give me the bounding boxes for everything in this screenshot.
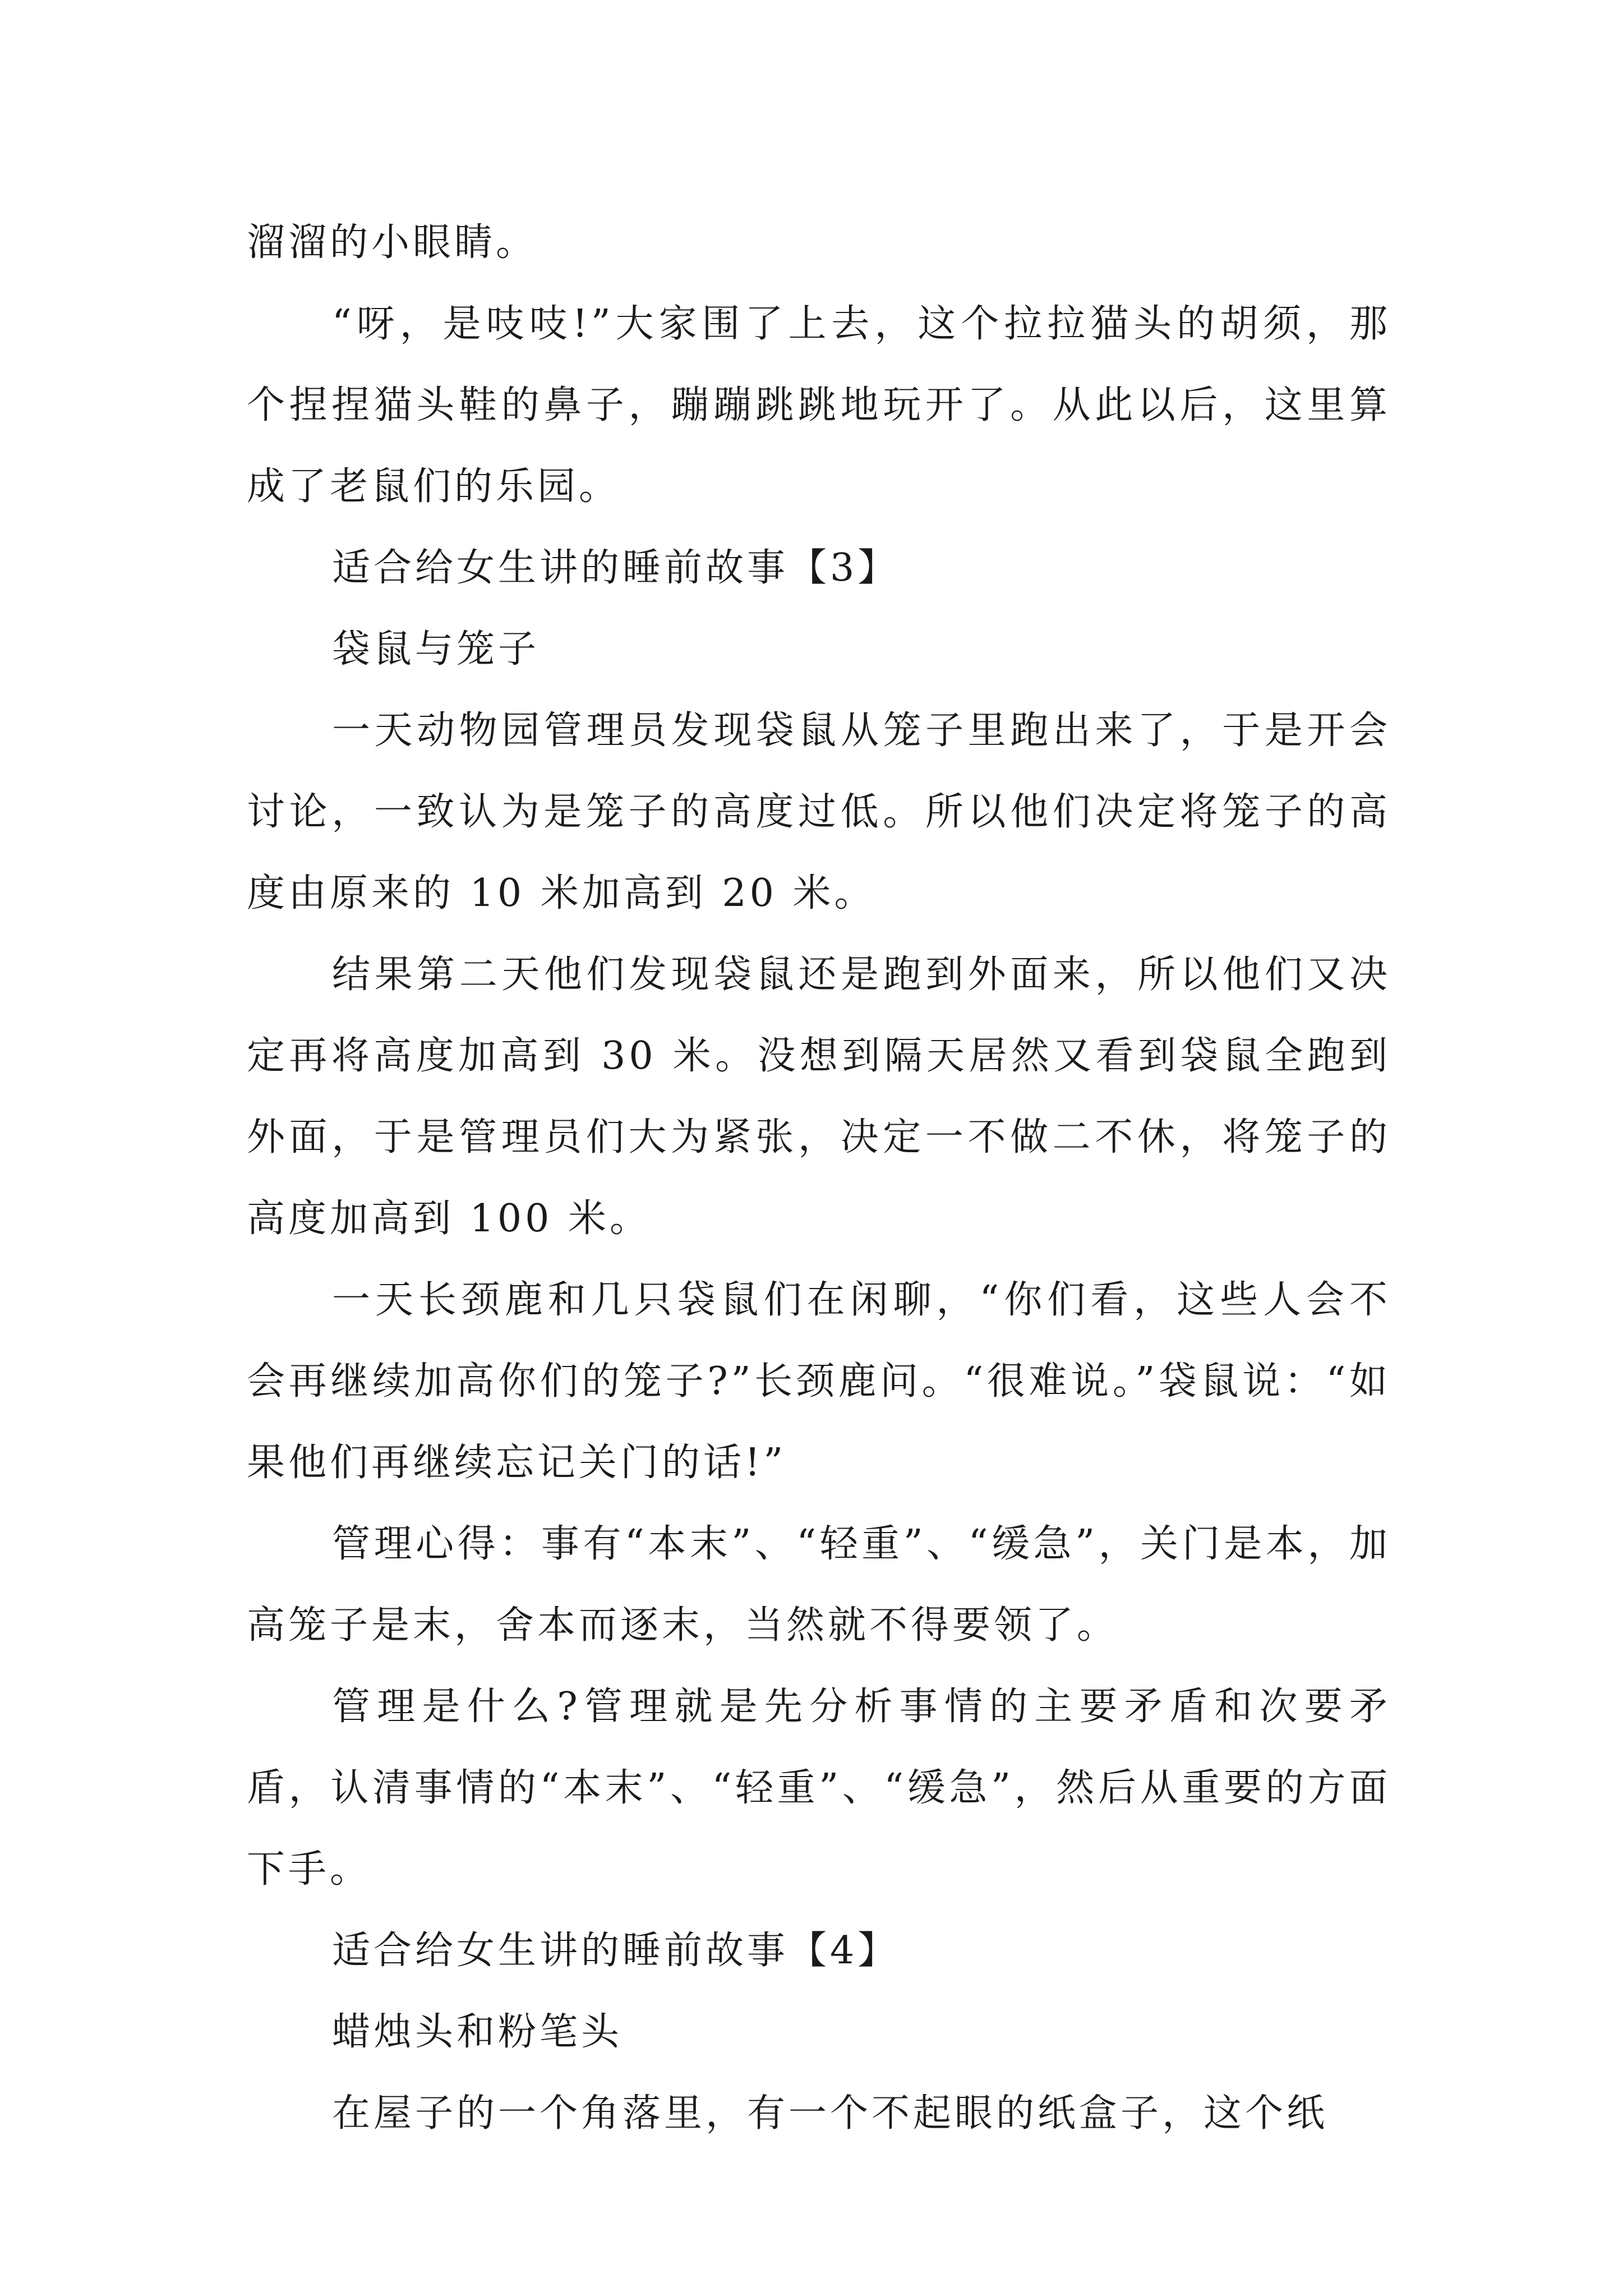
story-title: 袋鼠与笼子	[332, 627, 540, 671]
paragraph: 管理是什么?管理就是先分析事情的主要矛盾和次要矛盾，认清事情的“本末”、“轻重”、“缓急”，然后从重要的方面下手。	[247, 1685, 1391, 1892]
section-heading: 适合给女生讲的睡前故事【4】	[332, 1929, 900, 1973]
paragraph: 溜溜的小眼睛。	[247, 220, 538, 265]
paragraph: 一天动物园管理员发现袋鼠从笼子里跑出来了，于是开会讨论，一致认为是笼子的高度过低。所以他们决定将笼子的高度由原来的 10 米加高到 20 米。	[247, 708, 1391, 915]
paragraph: 一天长颈鹿和几只袋鼠们在闲聊，“你们看，这些人会不会再继续加高你们的笼子?”长颈鹿问。“很难说。”袋鼠说：“如果他们再继续忘记关门的话!”	[247, 1278, 1391, 1485]
paragraph: 在屋子的一个角落里，有一个不起眼的纸盒子，这个纸	[332, 2091, 1329, 2136]
paragraph: 结果第二天他们发现袋鼠还是跑到外面来，所以他们又决定再将高度加高到 30 米。没想到隔天居然又看到袋鼠全跑到外面，于是管理员们大为紧张，决定一不做二不休，将笼子的高度加高到 100 米。	[247, 953, 1391, 1241]
paragraph: 管理心得：事有“本末”、“轻重”、“缓急”，关门是本，加高笼子是末，舍本而逐末，当然就不得要领了。	[247, 1522, 1391, 1648]
section-heading: 适合给女生讲的睡前故事【3】	[332, 546, 900, 590]
story-title: 蜡烛头和粉笔头	[332, 2010, 623, 2054]
body-text	[247, 202, 1391, 2154]
paragraph: “呀，是吱吱!”大家围了上去，这个拉拉猫头的胡须，那个捏捏猫头鞋的鼻子，蹦蹦跳跳地玩开了。从此以后，这里算成了老鼠们的乐园。	[247, 302, 1391, 509]
